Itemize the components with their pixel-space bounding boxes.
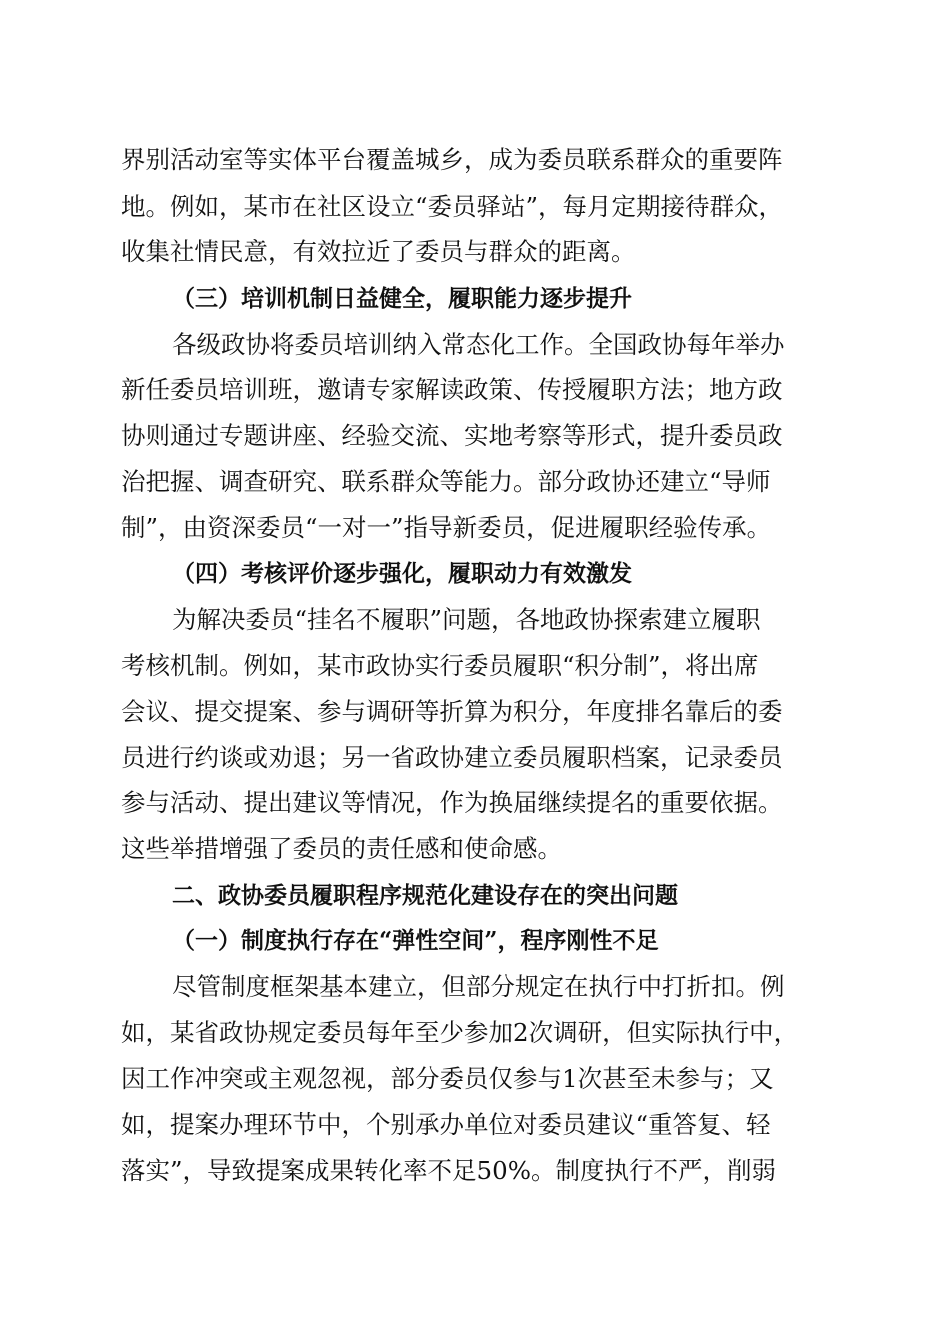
section-subheading-1: （一）制度执行存在“弹性空间”，程序刚性不足 [172, 927, 659, 954]
section-heading-2: 二、政协委员履职程序规范化建设存在的突出问题 [172, 883, 678, 909]
paragraph-line: 为解决委员“挂名不履职”问题，各地政协探索建立履职 [172, 605, 761, 634]
section-subheading-3: （三）培训机制日益健全，履职能力逐步提升 [172, 285, 632, 312]
section-subheading-4: （四）考核评价逐步强化，履职动力有效激发 [172, 560, 632, 587]
paragraph-line: 参与活动、提出建议等情况，作为换届继续提名的重要依据。 [121, 788, 783, 817]
paragraph-line: 协则通过专题讲座、经验交流、实地考察等形式，提升委员政 [121, 421, 783, 450]
paragraph-line: 尽管制度框架基本建立，但部分规定在执行中打折扣。例 [172, 972, 785, 1001]
paragraph-line: 收集社情民意，有效拉近了委员与群众的距离。 [121, 237, 636, 266]
paragraph-line: 会议、提交提案、参与调研等折算为积分，年度排名靠后的委 [121, 697, 783, 726]
paragraph-line: 治把握、调查研究、联系群众等能力。部分政协还建立“导师 [121, 467, 771, 496]
paragraph-line: 因工作冲突或主观忽视，部分委员仅参与1次甚至未参与；又 [121, 1064, 774, 1093]
paragraph-line: 各级政协将委员培训纳入常态化工作。全国政协每年举办 [172, 330, 785, 359]
paragraph-line: 如，提案办理环节中，个别承办单位对委员建议“重答复、轻 [121, 1110, 771, 1139]
paragraph-line: 这些举措增强了委员的责任感和使命感。 [121, 834, 562, 863]
paragraph-line: 新任委员培训班，邀请专家解读政策、传授履职方法；地方政 [121, 375, 783, 404]
paragraph-line: 界别活动室等实体平台覆盖城乡，成为委员联系群众的重要阵 [121, 145, 783, 174]
paragraph-line: 员进行约谈或劝退；另一省政协建立委员履职档案，记录委员 [121, 743, 783, 772]
paragraph-line: 落实”，导致提案成果转化率不足50%。制度执行不严，削弱 [121, 1156, 776, 1185]
paragraph-line: 地。例如，某市在社区设立“委员驿站”，每月定期接待群众， [121, 192, 784, 221]
paragraph-line: 制”，由资深委员“一对一”指导新委员，促进履职经验传承。 [121, 513, 772, 542]
paragraph-line: 考核机制。例如，某市政协实行委员履职“积分制”，将出席 [121, 651, 759, 680]
paragraph-line: 如，某省政协规定委员每年至少参加2次调研，但实际执行中， [121, 1018, 799, 1047]
